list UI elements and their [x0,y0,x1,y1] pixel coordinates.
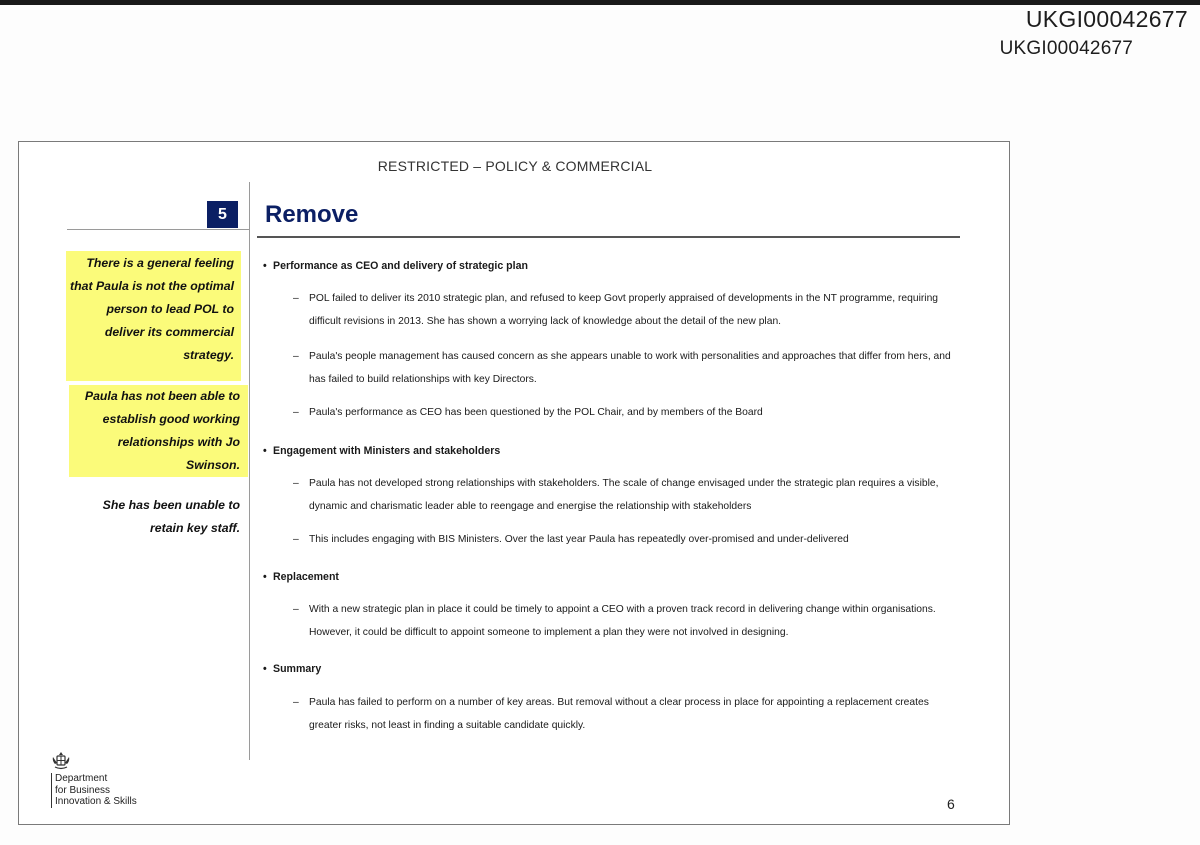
bullet-dot: • [263,445,267,457]
title-rule [257,236,960,238]
section-number-badge: 5 [207,201,238,228]
document-id-small: UKGI00042677 [999,38,1133,59]
bullet-heading: • Engagement with Ministers and stakeholders [263,445,501,457]
sub-bullet: – Paula's people management has caused concern as she appears unable to work with personalities and approaches that differ from hers, and has failed to build relationships with key Directors. [293,345,958,391]
dash-mark: – [293,293,299,304]
bullet-dot: • [263,260,267,272]
sub-bullet: – Paula's performance as CEO has been questioned by the POL Chair, and by members of the Board [293,401,958,424]
bullet-heading: • Performance as CEO and delivery of strategic plan [263,260,528,272]
classification-label: RESTRICTED – POLICY & COMMERCIAL [377,158,653,174]
page-number: 6 [947,796,955,812]
bullet-heading: • Summary [263,663,322,675]
section-title: Remove [265,201,359,228]
slide-page [18,141,1010,825]
sub-bullet: – Paula has failed to perform on a number of key areas. But removal without a clear process in place for appointing a replacement creates greater risks, not least in finding a suitable candidate quickly. [293,691,958,737]
sub-bullet: – POL failed to deliver its 2010 strategic plan, and refused to keep Govt properly appraised of developments in the NT programme, requiring difficult revisions in 2013. She has shown a worrying lack of knowledge about the detail of the new plan. [293,287,958,333]
dash-mark: – [293,478,299,489]
dash-mark: – [293,604,299,615]
royal-crest-icon [51,751,71,771]
side-note: She has been unable to retain key staff. [102,498,240,535]
left-rule [67,229,250,230]
top-edge-bar [0,0,1200,5]
side-note-highlighted: There is a general feeling that Paula is not the optimal person to lead POL to deliver its commercial strategy. [66,251,241,381]
department-logo [51,751,161,808]
dash-mark: – [293,351,299,362]
bullet-dot: • [263,571,267,583]
column-divider [249,182,250,760]
logo-text: Department for Business Innovation & Skills [51,773,161,808]
dash-mark: – [293,534,299,545]
sub-bullet: – Paula has not developed strong relationships with stakeholders. The scale of change envisaged under the strategic plan requires a visible, dynamic and charismatic leader able to reengage and energise the relationship with stakeholders [293,472,958,518]
document-id-large: UKGI00042677 [1025,6,1188,32]
bullet-heading: • Replacement [263,571,339,583]
dash-mark: – [293,407,299,418]
side-note-highlighted: Paula has not been able to establish good working relationships with Jo Swinson. [69,385,248,477]
sub-bullet: – This includes engaging with BIS Ministers. Over the last year Paula has repeatedly over-promised and under-delivered [293,528,958,551]
bullet-dot: • [263,663,267,675]
dash-mark: – [293,697,299,708]
sub-bullet: – With a new strategic plan in place it could be timely to appoint a CEO with a proven track record in delivering change within organisations. However, it could be difficult to appoint someone to implement a plan they were not involved in designing. [293,598,958,644]
